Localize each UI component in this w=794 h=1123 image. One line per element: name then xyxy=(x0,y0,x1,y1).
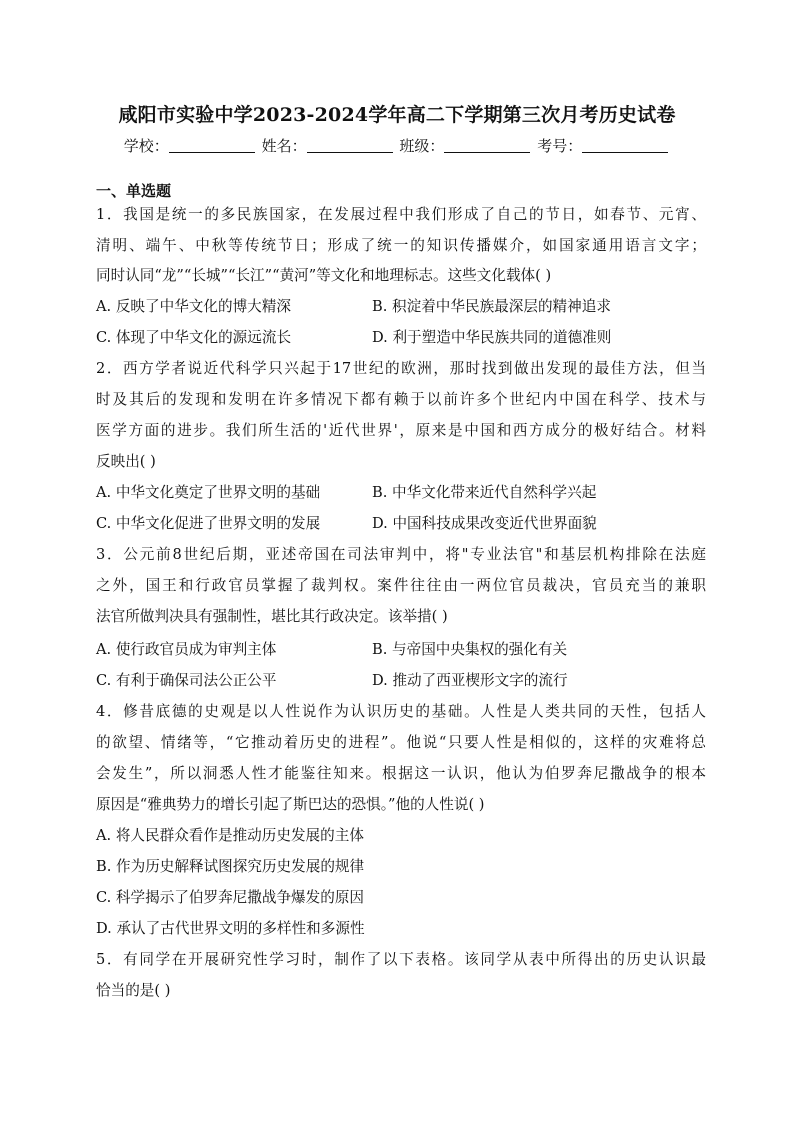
q4-option-b[interactable]: B. 作为历史解释试图探究历史发展的规律 xyxy=(96,858,365,875)
q5-stem-line: 5．有同学在开展研究性学习时，制作了以下表格。该同学从表中所得出的历史认识最 xyxy=(96,951,706,968)
q2-option-b[interactable]: B. 中华文化带来近代自然科学兴起 xyxy=(372,484,597,501)
section-title: 一、单选题 xyxy=(96,182,172,200)
school-label: 学校： xyxy=(123,137,169,155)
student-info-row xyxy=(0,136,794,156)
q4-option-a[interactable]: A. 将人民群众看作是推动历史发展的主体 xyxy=(96,827,364,844)
q2-stem-line: 反映出( ) xyxy=(96,453,156,470)
name-blank[interactable] xyxy=(307,138,393,153)
q1-option-a[interactable]: A. 反映了中华文化的博大精深 xyxy=(96,298,291,315)
q1-stem-line: 1．我国是统一的多民族国家，在发展过程中我们形成了自己的节日，如春节、元宵、 xyxy=(96,206,706,223)
q4-stem-line: 4．修昔底德的史观是以人性说作为认识历史的基础。人性是人类共同的天性，包括人 xyxy=(96,703,706,720)
q2-option-a[interactable]: A. 中华文化奠定了世界文明的基础 xyxy=(96,484,321,501)
q4-stem-line: 会发生”，所以洞悉人性才能鉴往知来。根据这一认识，他认为伯罗奔尼撒战争的根本 xyxy=(96,765,706,782)
q4-stem-line: 原因是“雅典势力的增长引起了斯巴达的恐惧。”他的人性说( ) xyxy=(96,796,485,813)
q4-stem-line: 的欲望、情绪等，“它推动着历史的进程”。他说“只要人性是相似的，这样的灾难将总 xyxy=(96,734,706,751)
q1-stem-line: 同时认同“龙”“长城”“长江”“黄河”等文化和地理标志。这些文化载体( ) xyxy=(96,267,552,284)
q5-stem-line: 恰当的是( ) xyxy=(96,982,171,999)
q3-option-a[interactable]: A. 使行政官员成为审判主体 xyxy=(96,641,277,658)
q4-option-d[interactable]: D. 承认了古代世界文明的多样性和多源性 xyxy=(96,920,365,937)
q1-option-d[interactable]: D. 利于塑造中华民族共同的道德准则 xyxy=(372,329,612,346)
exam-number-blank[interactable] xyxy=(582,138,668,153)
exam-number-label: 考号： xyxy=(537,137,583,155)
q3-option-c[interactable]: C. 有利于确保司法公正公平 xyxy=(96,672,277,689)
exam-title: 咸阳市实验中学2023-2024学年高二下学期第三次月考历史试卷 xyxy=(118,104,676,126)
q2-stem-line: 2．西方学者说近代科学只兴起于17世纪的欧洲，那时找到做出发现的最佳方法，但当 xyxy=(96,360,706,377)
q2-stem-line: 医学方面的进步。我们所生活的'近代世界'，原来是中国和西方成分的极好结合。材料 xyxy=(96,422,706,439)
name-label: 姓名： xyxy=(261,137,307,155)
q4-option-c[interactable]: C. 科学揭示了伯罗奔尼撒战争爆发的原因 xyxy=(96,889,365,906)
q2-stem-line: 时及其后的发现和发明在许多情况下都有赖于以前许多个世纪内中国在科学、技术与 xyxy=(96,391,706,408)
q2-option-d[interactable]: D. 中国科技成果改变近代世界面貌 xyxy=(372,515,597,532)
q2-option-c[interactable]: C. 中华文化促进了世界文明的发展 xyxy=(96,515,321,532)
q3-option-d[interactable]: D. 推动了西亚楔形文字的流行 xyxy=(372,672,568,689)
q1-stem-line: 清明、端午、中秋等传统节日；形成了统一的知识传播媒介，如国家通用语言文字； xyxy=(96,237,706,254)
q3-stem-line: 法官所做判决具有强制性，堪比其行政决定。该举措( ) xyxy=(96,608,448,625)
q1-option-b[interactable]: B. 积淀着中华民族最深层的精神追求 xyxy=(372,298,611,315)
q3-option-b[interactable]: B. 与帝国中央集权的强化有关 xyxy=(372,641,568,658)
q3-stem-line: 3．公元前8世纪后期，亚述帝国在司法审判中，将"专业法官"和基层机构排除在法庭 xyxy=(96,546,706,563)
q3-stem-line: 之外，国王和行政官员掌握了裁判权。案件往往由一两位官员裁决，官员充当的兼职 xyxy=(96,577,706,594)
school-blank[interactable] xyxy=(169,138,255,153)
class-blank[interactable] xyxy=(444,138,530,153)
class-label: 班级： xyxy=(399,137,445,155)
q1-option-c[interactable]: C. 体现了中华文化的源远流长 xyxy=(96,329,292,346)
